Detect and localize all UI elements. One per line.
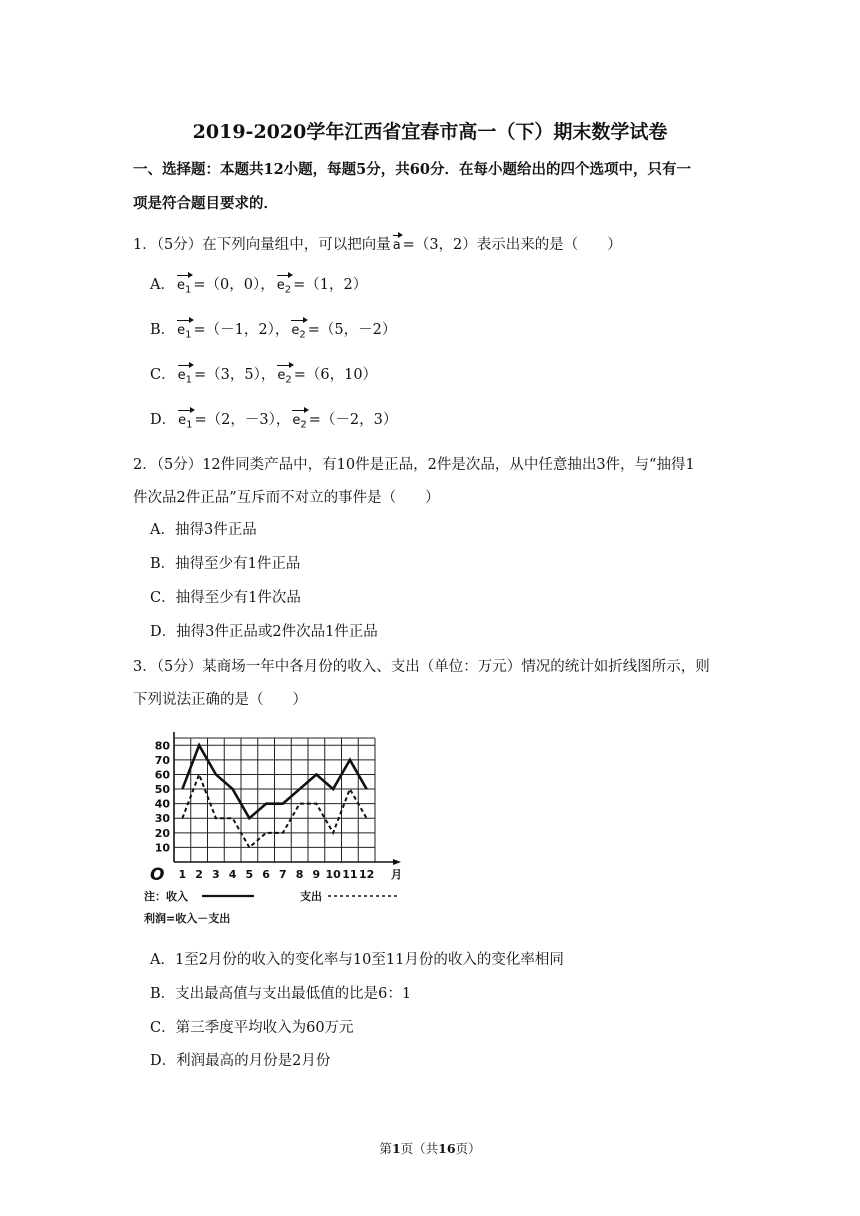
legend-income-label: 注：收入 xyxy=(144,890,188,903)
q1-stem-post: =（3，2）表示出来的是（ ） xyxy=(402,237,622,253)
y-tick-label: 30 xyxy=(154,812,170,826)
vector-e2: $e_2$ xyxy=(277,272,291,296)
q1-option-b[interactable]: B． $e_1 =(-1$，2）， $e_2 =(5$，－2） xyxy=(150,317,396,341)
q3-option-a[interactable]: A．1至2月份的收入的变化率与10至11月份的收入的变化率相同 xyxy=(150,952,564,968)
q1-stem-pre: 1．（5分）在下列向量组中，可以把向量 xyxy=(133,237,391,253)
q1-option-d[interactable]: D． $e_1 =(2$，－3）， $e_2 =(-2$，3） xyxy=(150,407,397,431)
q1-option-c[interactable]: C． $e_1 =(3$，5）， $e_2 =(6$，10） xyxy=(150,362,377,386)
section-heading-line2: 项是符合题目要求的． xyxy=(133,195,278,212)
x-tick-label: 8 xyxy=(295,868,304,881)
page-number: 1 xyxy=(391,1141,401,1156)
y-tick-label: 10 xyxy=(154,841,170,855)
q3-option-c[interactable]: C．第三季度平均收入为60万元 xyxy=(150,1020,354,1036)
x-tick-label: 10 xyxy=(325,868,341,881)
y-tick-label: 60 xyxy=(154,768,170,782)
x-tick-label: 3 xyxy=(212,868,220,881)
vector-e1: $e_1$ xyxy=(178,362,192,386)
x-tick-label: 4 xyxy=(228,868,237,881)
section-heading-line1: 一、选择题：本题共12小题，每题5分，共60分．在每小题给出的四个选项中，只有一 xyxy=(133,161,691,178)
y-tick-label: 40 xyxy=(154,797,170,811)
legend-expense-label: 支出 xyxy=(300,890,322,903)
income-expense-line-chart xyxy=(142,720,412,940)
page-footer: 第1页（共16页） xyxy=(379,1141,481,1156)
q2-option-a[interactable]: A．抽得3件正品 xyxy=(150,522,257,538)
y-tick-label: 20 xyxy=(154,826,170,840)
vector-a: a xyxy=(393,232,401,253)
y-tick-label: 70 xyxy=(154,753,170,767)
vector-e1: $e_1$ xyxy=(177,317,191,341)
q1-option-a[interactable]: A． $e_1 =(0$，0）， $e_2 =(1$，2） xyxy=(150,272,367,296)
y-tick-label: 50 xyxy=(154,783,170,797)
page-title: 2019-2020学年江西省宜春市高一（下）期末数学试卷 xyxy=(192,121,668,143)
vector-e2: $e_2$ xyxy=(292,407,306,431)
vector-e1: $e_1$ xyxy=(178,407,192,431)
x-tick-label: 5 xyxy=(245,868,254,881)
q2-option-b[interactable]: B．抽得至少有1件正品 xyxy=(150,556,301,572)
q3-option-d[interactable]: D．利润最高的月份是2月份 xyxy=(150,1053,331,1069)
question-1-stem xyxy=(133,232,622,254)
vector-e1: $e_1$ xyxy=(177,272,191,296)
question-2-stem-line2: 件次品2件正品”互斥而不对立的事件是（ ） xyxy=(133,490,440,506)
x-tick-label: 12 xyxy=(358,868,375,881)
x-tick-label: 7 xyxy=(279,868,287,881)
vector-e2: $e_2$ xyxy=(277,362,291,386)
q2-option-d[interactable]: D．抽得3件正品或2件次品1件正品 xyxy=(150,624,378,640)
x-tick-label: 2 xyxy=(195,868,203,881)
vector-e2: $e_2$ xyxy=(291,317,305,341)
x-axis-arrow xyxy=(393,859,401,865)
legend-profit-formula: 利润=收入－支出 xyxy=(144,912,231,925)
x-tick-label: 11 xyxy=(342,868,358,881)
x-tick-label: 6 xyxy=(262,868,270,881)
q2-option-c[interactable]: C．抽得至少有1件次品 xyxy=(150,590,301,606)
question-2-stem-line1: 2．（5分）12件同类产品中，有10件是正品，2件是次品，从中任意抽出3件，与“抽得1 xyxy=(133,457,695,473)
y-tick-label: 80 xyxy=(154,739,170,753)
page-total: 16 xyxy=(438,1141,456,1156)
q3-option-b[interactable]: B．支出最高值与支出最低值的比是6：1 xyxy=(150,986,412,1002)
x-axis-unit: 月 xyxy=(391,868,402,881)
x-tick-label: 9 xyxy=(312,868,321,881)
x-tick-label: 1 xyxy=(178,868,187,881)
question-3-stem-line1: 3．（5分）某商场一年中各月份的收入、支出（单位：万元）情况的统计如折线图所示，则 xyxy=(133,659,710,675)
question-3-stem-line2: 下列说法正确的是（ ） xyxy=(133,692,307,708)
origin-label: O xyxy=(150,865,165,885)
